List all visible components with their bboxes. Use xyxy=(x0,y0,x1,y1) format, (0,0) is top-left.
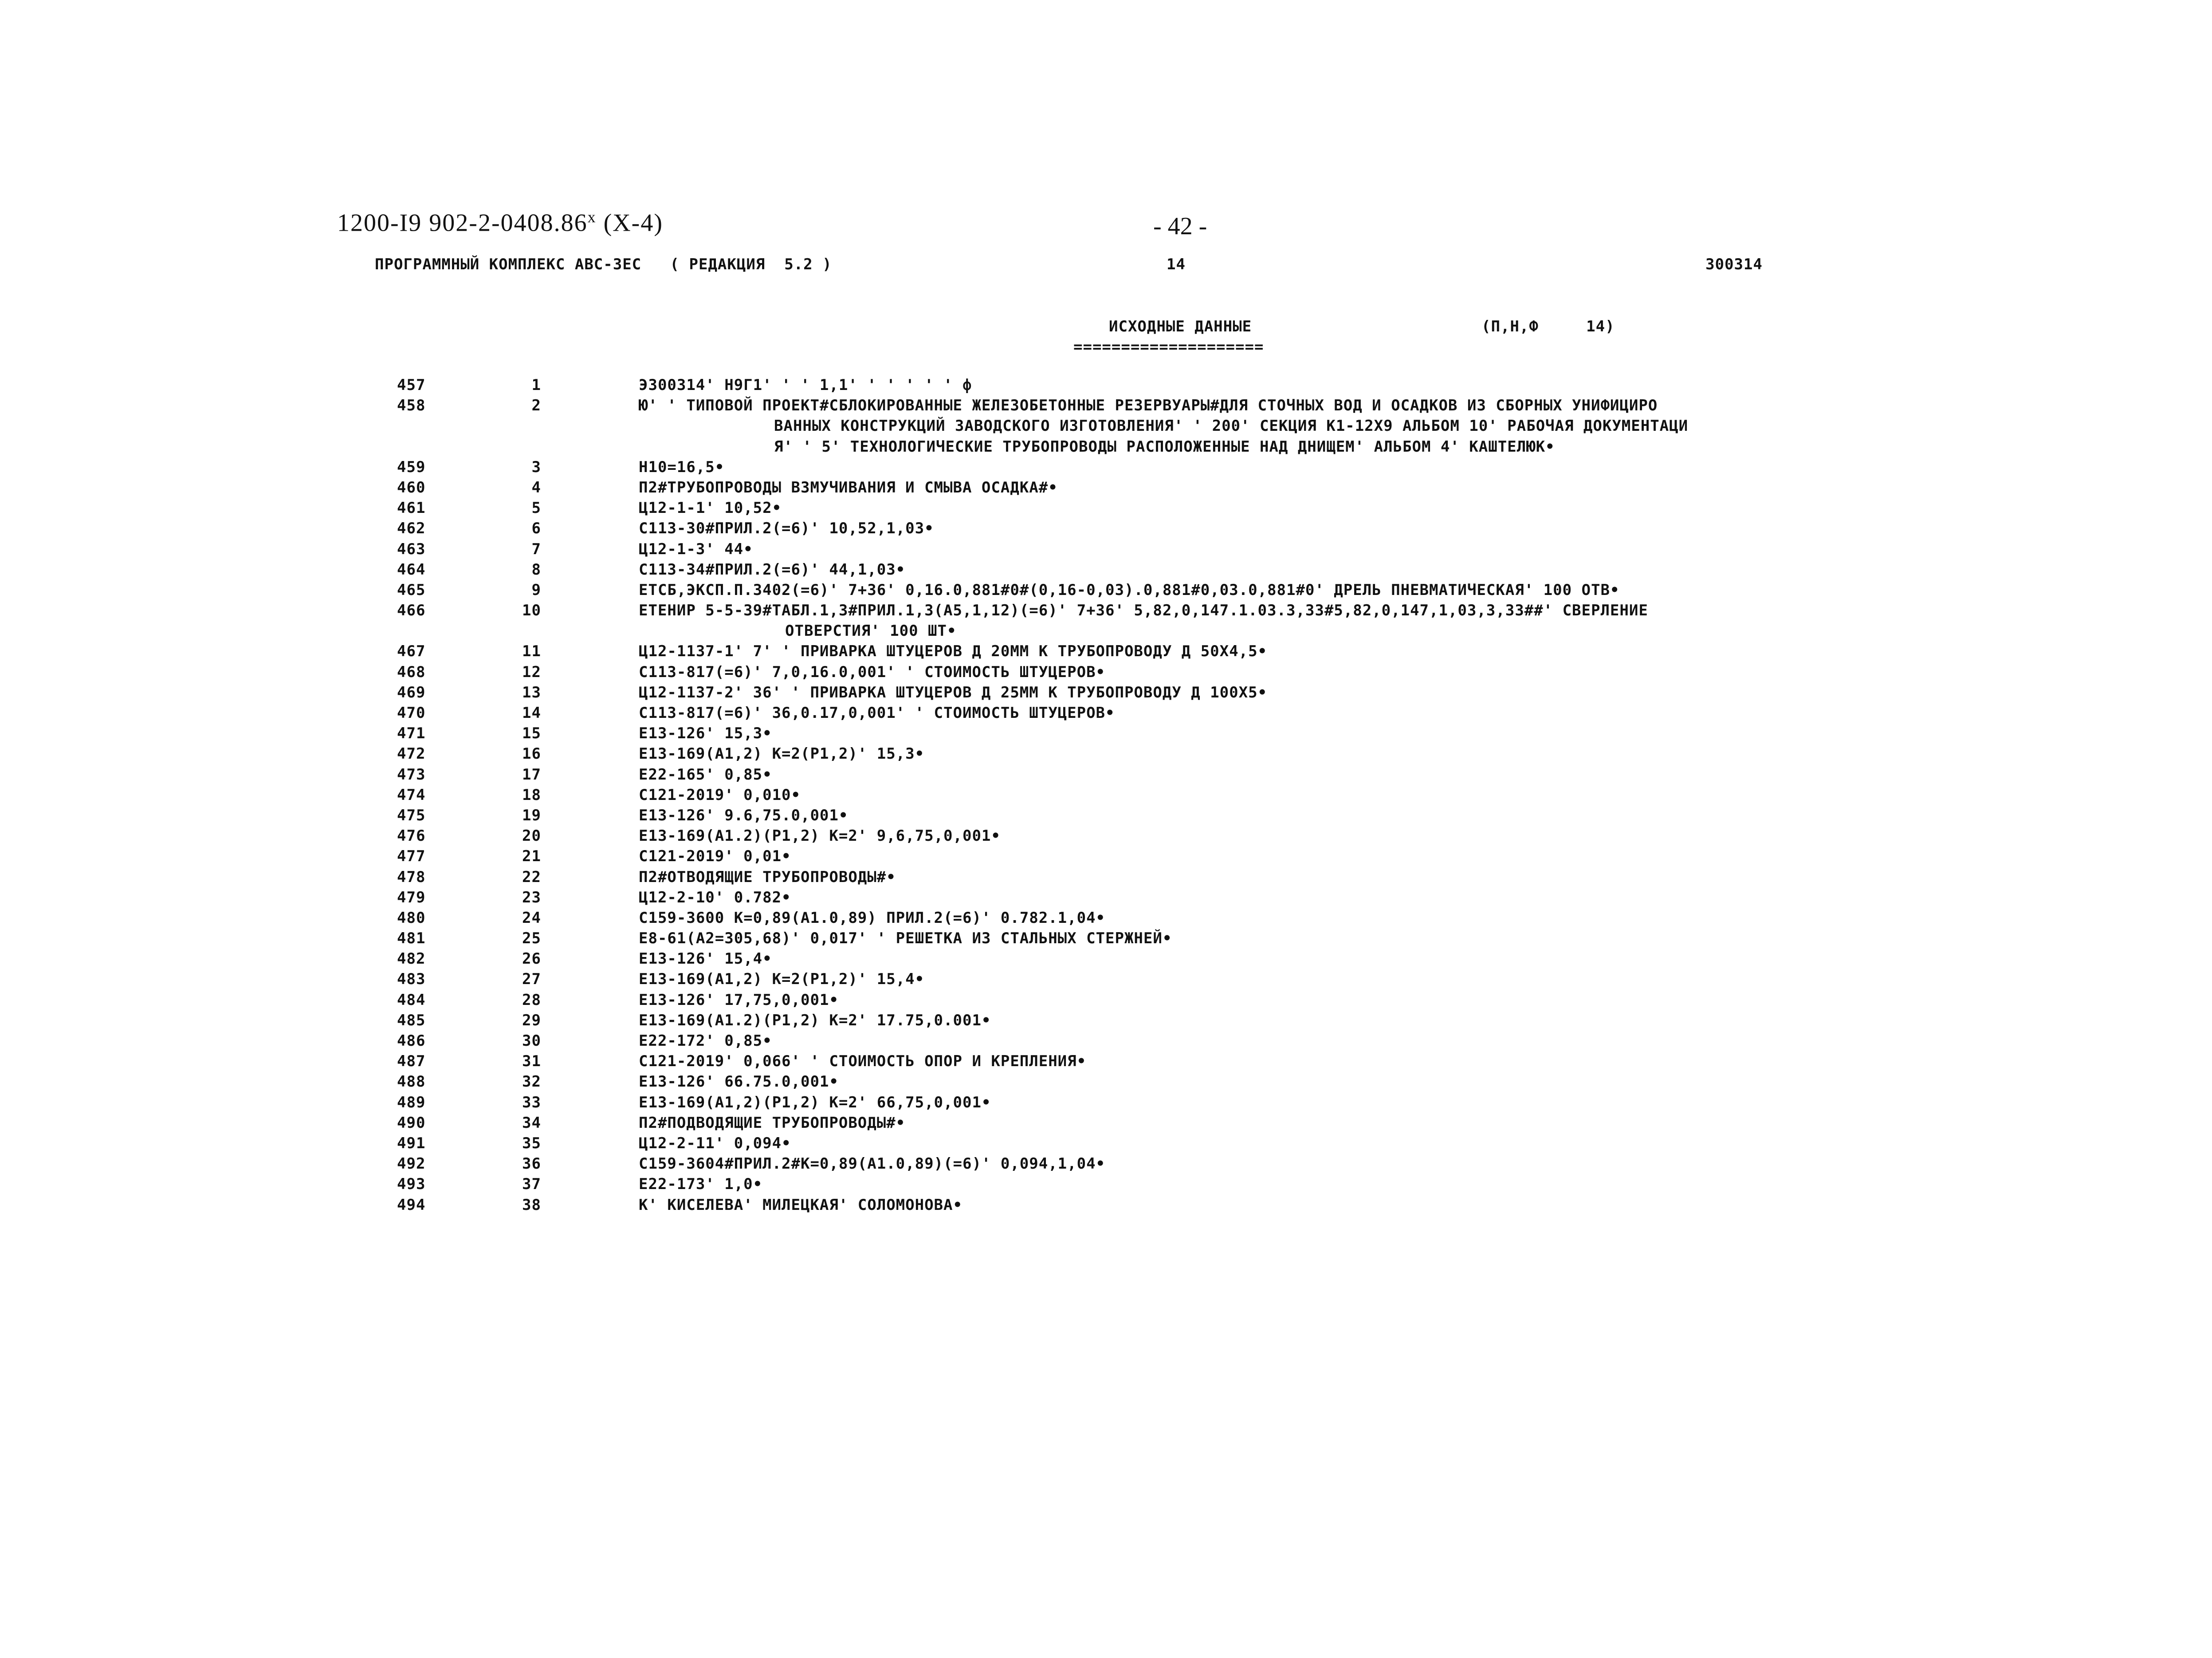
record-text: Ц12-1-3' 44• xyxy=(639,540,753,558)
sequence-number: 23 xyxy=(522,888,541,906)
listing-row xyxy=(0,520,2212,540)
sequence-number: 9 xyxy=(531,581,541,599)
record-text: Е13-169(А1.2)(Р1,2) К=2' 17.75,0.001• xyxy=(639,1011,991,1029)
listing-row xyxy=(0,1032,2212,1052)
listing-continuation-row xyxy=(0,417,2212,437)
record-text: Е22-173' 1,0• xyxy=(639,1175,763,1193)
section-title-ref: (П,Н,Ф 14) xyxy=(1481,318,1615,335)
sequence-number: 30 xyxy=(522,1032,541,1050)
line-number: 480 xyxy=(397,909,426,927)
stamp-prefix: 1200-I9 902-2-0408.86 xyxy=(337,209,588,237)
line-number: 473 xyxy=(397,765,426,784)
listing-row xyxy=(0,847,2212,868)
record-text: П2#ПОДВОДЯЩИЕ ТРУБОПРОВОДЫ#• xyxy=(639,1114,906,1132)
record-text: С159-3604#ПРИЛ.2#К=0,89(А1.0,89)(=6)' 0,094,1,04• xyxy=(639,1155,1106,1173)
line-number: 463 xyxy=(397,540,426,558)
record-text: ЕТСБ,ЭКСП.П.3402(=6)' 7+36' 0,16.0,881#0#(0,16-0,03).0,881#0,03.0,881#0' ДРЕЛЬ ПНЕВМАТИЧЕСКАЯ' 100 ОТВ• xyxy=(639,581,1620,599)
line-number: 459 xyxy=(397,458,426,476)
line-number: 490 xyxy=(397,1114,426,1132)
line-number: 476 xyxy=(397,827,426,845)
sequence-number: 12 xyxy=(522,663,541,681)
sequence-number: 6 xyxy=(531,520,541,538)
listing-row xyxy=(0,663,2212,684)
record-text: К' КИСЕЛЕВА' МИЛЕЦКАЯ' СОЛОМОНОВА• xyxy=(639,1196,963,1214)
line-number: 466 xyxy=(397,602,426,620)
sequence-number: 24 xyxy=(522,909,541,927)
line-number: 478 xyxy=(397,868,426,886)
record-text: Ц12-1-1' 10,52• xyxy=(639,499,782,517)
line-number: 471 xyxy=(397,725,426,743)
sequence-number: 2 xyxy=(531,397,541,415)
record-text: Е13-126' 17,75,0,001• xyxy=(639,991,839,1009)
record-text: Н10=16,5• xyxy=(639,458,725,476)
record-text: Ю' ' ТИПОВОЙ ПРОЕКТ#СБЛОКИРОВАННЫЕ ЖЕЛЕЗОБЕТОННЫЕ РЕЗЕРВУАРЫ#ДЛЯ СТОЧНЫХ ВОД И ОСАДКОВ ИЗ СБОРНЫХ УНИФИЦИРО xyxy=(639,397,1658,415)
line-number: 483 xyxy=(397,970,426,988)
listing-row xyxy=(0,766,2212,786)
sequence-number: 20 xyxy=(522,827,541,845)
line-number: 458 xyxy=(397,397,426,415)
sequence-number: 16 xyxy=(522,745,541,763)
listing-row xyxy=(0,1134,2212,1155)
line-number: 462 xyxy=(397,520,426,538)
record-text: Е13-126' 15,3• xyxy=(639,725,772,743)
line-number: 493 xyxy=(397,1175,426,1193)
line-number: 470 xyxy=(397,704,426,722)
program-header: ПРОГРАММНЫЙ КОМПЛЕКС АВС-ЗЕС ( РЕДАКЦИЯ 5.2 ) xyxy=(375,256,832,273)
listing-row xyxy=(0,684,2212,704)
sequence-number: 15 xyxy=(522,725,541,743)
line-number: 460 xyxy=(397,478,426,496)
listing-row xyxy=(0,581,2212,602)
line-number: 484 xyxy=(397,991,426,1009)
line-number: 491 xyxy=(397,1134,426,1152)
listing-row xyxy=(0,909,2212,929)
record-text: Ц12-2-10' 0.782• xyxy=(639,888,791,906)
line-number: 468 xyxy=(397,663,426,681)
line-number: 475 xyxy=(397,806,426,824)
listing-row xyxy=(0,704,2212,725)
line-number: 464 xyxy=(397,560,426,579)
listing-row xyxy=(0,602,2212,622)
listing-row xyxy=(0,1094,2212,1114)
line-number: 485 xyxy=(397,1011,426,1029)
listing-row xyxy=(0,1052,2212,1073)
line-number: 472 xyxy=(397,745,426,763)
listing-row xyxy=(0,479,2212,499)
record-text: Е13-126' 66.75.0,001• xyxy=(639,1073,839,1091)
listing-row xyxy=(0,807,2212,827)
sequence-number: 33 xyxy=(522,1093,541,1111)
sequence-number: 34 xyxy=(522,1114,541,1132)
listing-row xyxy=(0,725,2212,745)
listing-row xyxy=(0,1073,2212,1093)
section-title: ИСХОДНЫЕ ДАННЫЕ xyxy=(1109,318,1252,335)
record-text: С159-3600 К=0,89(А1.0,89) ПРИЛ.2(=6)' 0.782.1,04• xyxy=(639,909,1106,927)
sequence-number: 26 xyxy=(522,950,541,968)
sequence-number: 11 xyxy=(522,642,541,661)
record-text: С113-30#ПРИЛ.2(=6)' 10,52,1,03• xyxy=(639,520,934,538)
listing-row xyxy=(0,1196,2212,1217)
listing-row xyxy=(0,540,2212,561)
page-number: - 42 - xyxy=(1153,213,1207,240)
listing-row xyxy=(0,827,2212,847)
line-number: 487 xyxy=(397,1052,426,1071)
record-text: Е22-172' 0,85• xyxy=(639,1032,772,1050)
record-text: Е13-126' 9.6,75.0,001• xyxy=(639,806,849,824)
record-text: С113-817(=6)' 7,0,16.0,001' ' СТОИМОСТЬ ШТУЦЕРОВ• xyxy=(639,663,1106,681)
sequence-number: 27 xyxy=(522,970,541,988)
sequence-number: 10 xyxy=(522,602,541,620)
record-text: Ц12-1137-2' 36' ' ПРИВАРКА ШТУЦЕРОВ Д 25ММ К ТРУБОПРОВОДУ Д 100Х5• xyxy=(639,683,1268,701)
record-text: Ц12-2-11' 0,094• xyxy=(639,1134,791,1152)
sequence-number: 5 xyxy=(531,499,541,517)
record-text: Э300314' Н9Г1' ' ' 1,1' ' ' ' ' ' ф xyxy=(639,376,972,394)
document-stamp xyxy=(337,208,663,237)
section-title-underline: ==================== xyxy=(1073,338,1264,356)
stamp-superscript: x xyxy=(587,208,597,226)
listing-row xyxy=(0,868,2212,889)
line-number: 457 xyxy=(397,376,426,394)
record-text: Е13-169(А1,2) К=2(Р1,2)' 15,4• xyxy=(639,970,925,988)
record-text: Е13-169(А1,2) К=2(Р1,2)' 15,3• xyxy=(639,745,925,763)
sequence-number: 37 xyxy=(522,1175,541,1193)
listing-row xyxy=(0,1175,2212,1196)
record-text-continuation: ВАННЫХ КОНСТРУКЦИЙ ЗАВОДСКОГО ИЗГОТОВЛЕНИЯ' ' 200' СЕКЦИЯ К1-12Х9 АЛЬБОМ 10' РАБОЧАЯ ДОКУМЕНТАЦИ xyxy=(774,417,1689,435)
listing-continuation-row xyxy=(0,622,2212,642)
sequence-number: 8 xyxy=(531,560,541,579)
record-text: С121-2019' 0,010• xyxy=(639,786,801,804)
listing-row xyxy=(0,1155,2212,1175)
line-number: 465 xyxy=(397,581,426,599)
listing-row xyxy=(0,786,2212,807)
record-text: Е22-165' 0,85• xyxy=(639,765,772,784)
sequence-number: 28 xyxy=(522,991,541,1009)
listing-row xyxy=(0,397,2212,417)
sequence-number: 1 xyxy=(531,376,541,394)
sequence-number: 32 xyxy=(522,1073,541,1091)
sequence-number: 4 xyxy=(531,478,541,496)
line-number: 469 xyxy=(397,683,426,701)
record-text: Ц12-1137-1' 7' ' ПРИВАРКА ШТУЦЕРОВ Д 20ММ К ТРУБОПРОВОДУ Д 50Х4,5• xyxy=(639,642,1268,661)
listing-row xyxy=(0,499,2212,520)
sequence-number: 25 xyxy=(522,929,541,948)
header-code: 300314 xyxy=(1705,256,1763,273)
sequence-number: 17 xyxy=(522,765,541,784)
record-text: С121-2019' 0,01• xyxy=(639,847,791,866)
record-text-continuation: Я' ' 5' ТЕХНОЛОГИЧЕСКИЕ ТРУБОПРОВОДЫ РАСПОЛОЖЕННЫЕ НАД ДНИЩЕМ' АЛЬБОМ 4' КАШТЕЛЮК• xyxy=(774,437,1555,456)
listing-continuation-row xyxy=(0,438,2212,458)
header-page-ref: 14 xyxy=(1167,256,1186,273)
record-text: Е13-126' 15,4• xyxy=(639,950,772,968)
stamp-suffix: (X-4) xyxy=(596,209,663,237)
sequence-number: 38 xyxy=(522,1196,541,1214)
record-text: С121-2019' 0,066' ' СТОИМОСТЬ ОПОР И КРЕПЛЕНИЯ• xyxy=(639,1052,1087,1071)
record-text: ЕТЕНИР 5-5-39#ТАБЛ.1,3#ПРИЛ.1,3(А5,1,12)(=6)' 7+36' 5,82,0,147.1.03.3,33#5,82,0,147,1,03,3,33##' СВЕРЛЕНИЕ xyxy=(639,602,1648,620)
sequence-number: 22 xyxy=(522,868,541,886)
sequence-number: 36 xyxy=(522,1155,541,1173)
sequence-number: 3 xyxy=(531,458,541,476)
listing-row xyxy=(0,458,2212,479)
sequence-number: 19 xyxy=(522,806,541,824)
listing-row xyxy=(0,889,2212,909)
line-number: 482 xyxy=(397,950,426,968)
line-number: 489 xyxy=(397,1093,426,1111)
listing-row xyxy=(0,1114,2212,1134)
listing-row xyxy=(0,991,2212,1012)
listing-row xyxy=(0,1012,2212,1032)
record-text: С113-34#ПРИЛ.2(=6)' 44,1,03• xyxy=(639,560,906,579)
listing-row xyxy=(0,745,2212,765)
line-number: 494 xyxy=(397,1196,426,1214)
sequence-number: 31 xyxy=(522,1052,541,1071)
line-number: 481 xyxy=(397,929,426,948)
record-text: П2#ОТВОДЯЩИЕ ТРУБОПРОВОДЫ#• xyxy=(639,868,896,886)
line-number: 467 xyxy=(397,642,426,661)
line-number: 461 xyxy=(397,499,426,517)
record-text: Е13-169(А1.2)(Р1,2) К=2' 9,6,75,0,001• xyxy=(639,827,1001,845)
line-number: 492 xyxy=(397,1155,426,1173)
listing-row xyxy=(0,970,2212,991)
record-text: Е13-169(А1,2)(Р1,2) К=2' 66,75,0,001• xyxy=(639,1093,991,1111)
input-data-listing xyxy=(0,376,2212,1217)
line-number: 486 xyxy=(397,1032,426,1050)
line-number: 477 xyxy=(397,847,426,866)
line-number: 488 xyxy=(397,1073,426,1091)
record-text: Е8-61(А2=305,68)' 0,017' ' РЕШЕТКА ИЗ СТАЛЬНЫХ СТЕРЖНЕЙ• xyxy=(639,929,1172,948)
line-number: 479 xyxy=(397,888,426,906)
record-text: С113-817(=6)' 36,0.17,0,001' ' СТОИМОСТЬ ШТУЦЕРОВ• xyxy=(639,704,1115,722)
sequence-number: 35 xyxy=(522,1134,541,1152)
sequence-number: 18 xyxy=(522,786,541,804)
sequence-number: 7 xyxy=(531,540,541,558)
record-text: П2#ТРУБОПРОВОДЫ ВЗМУЧИВАНИЯ И СМЫВА ОСАДКА#• xyxy=(639,478,1058,496)
sequence-number: 13 xyxy=(522,683,541,701)
listing-row xyxy=(0,950,2212,970)
listing-row xyxy=(0,642,2212,663)
listing-row xyxy=(0,561,2212,581)
sequence-number: 14 xyxy=(522,704,541,722)
listing-row xyxy=(0,376,2212,397)
line-number: 474 xyxy=(397,786,426,804)
record-text-continuation: ОТВЕРСТИЯ' 100 ШТ• xyxy=(785,622,957,640)
listing-row xyxy=(0,929,2212,950)
sequence-number: 21 xyxy=(522,847,541,866)
sequence-number: 29 xyxy=(522,1011,541,1029)
